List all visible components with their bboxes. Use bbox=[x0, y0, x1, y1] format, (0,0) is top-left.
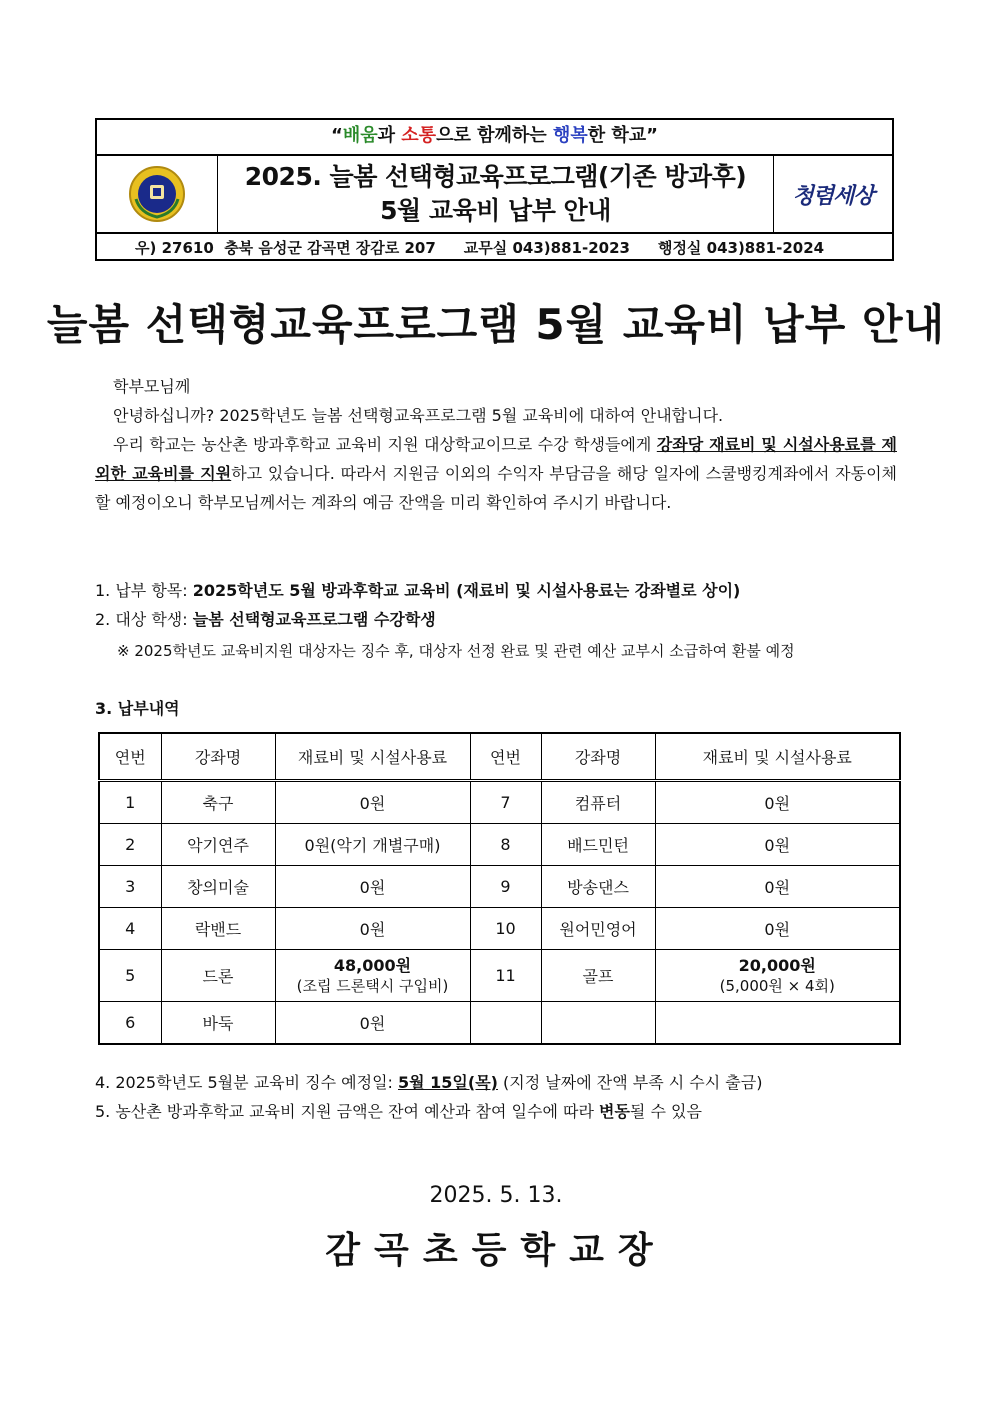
cell-course: 컴퓨터 bbox=[541, 781, 655, 824]
office-phone-academic: 교무실 043)881-2023 bbox=[463, 239, 630, 257]
col-header-fee: 재료비 및 시설사용료 bbox=[275, 733, 470, 781]
item-target-students: 2. 대상 학생: 늘봄 선택형교육프로그램 수강학생 bbox=[95, 610, 436, 629]
letter-body bbox=[95, 372, 897, 517]
school-emblem-icon bbox=[128, 165, 186, 223]
cell-fee: 0원 bbox=[275, 1002, 470, 1045]
cell-no: 8 bbox=[470, 824, 541, 866]
cell-fee: 0원 bbox=[275, 866, 470, 908]
fee-detail: (5,000원 × 4회) bbox=[719, 976, 835, 995]
letterhead-title-line2: 5월 교육비 납부 안내 bbox=[380, 196, 611, 225]
cell-course: 방송댄스 bbox=[541, 866, 655, 908]
col-header-course: 강좌명 bbox=[161, 733, 275, 781]
letterhead-title-line1: 2025. 늘봄 선택형교육프로그램(기존 방과후) bbox=[244, 162, 747, 191]
cell-course: 드론 bbox=[161, 950, 275, 1002]
fee-table bbox=[98, 732, 901, 1045]
item-collection-date: 4. 2025학년도 5월분 교육비 징수 예정일: 5월 15일(목) (지정 날짜에 잔액 부족 시 수시 출금) bbox=[95, 1073, 763, 1092]
item-support-variation: 5. 농산촌 방과후학교 교육비 지원 금액은 잔여 예산과 참여 일수에 따라 변동될 수 있음 bbox=[95, 1102, 702, 1121]
cell-fee bbox=[655, 1002, 900, 1045]
issue-date: 2025. 5. 13. bbox=[429, 1183, 563, 1208]
fee-detail: (조립 드론택시 구입비) bbox=[296, 976, 449, 995]
cell-course: 배드민턴 bbox=[541, 824, 655, 866]
col-header-fee: 재료비 및 시설사용료 bbox=[655, 733, 900, 781]
cell-fee: 0원 bbox=[275, 781, 470, 824]
cell-course bbox=[541, 1002, 655, 1045]
cell-no bbox=[470, 1002, 541, 1045]
cell-fee: 0원 bbox=[655, 908, 900, 950]
cell-course: 창의미술 bbox=[161, 866, 275, 908]
cell-no: 4 bbox=[99, 908, 161, 950]
cell-course: 락밴드 bbox=[161, 908, 275, 950]
cell-no: 6 bbox=[99, 1002, 161, 1045]
support-emphasis: 강좌당 재료비 및 시설사용료를 제외한 교육비를 지원 bbox=[95, 435, 897, 483]
notice-paragraph: 우리 학교는 농산촌 방과후학교 교육비 지원 대상학교이므로 수강 학생들에게 강좌당 재료비 및 시설사용료를 제외한 교육비를 지원하고 있습니다. 따라서 지원금 이외의 수익자 부담금을 해당 일자에 스쿨뱅킹계좌에서 자동이체할 예정이오니 학부모님께서는 계좌의 예금 잔액을 미리 확인하여 주시기 바랍니다. bbox=[95, 435, 897, 512]
school-contact bbox=[97, 234, 892, 263]
refund-note: ※ 2025학년도 교육비지원 대상자는 징수 후, 대상자 선정 완료 및 관련 예산 교부시 소급하여 환불 예정 bbox=[117, 642, 795, 660]
page-title: 늘봄 선택형교육프로그램 5월 교육비 납부 안내 bbox=[46, 300, 946, 349]
cell-no: 2 bbox=[99, 824, 161, 866]
cell-fee: 0원 bbox=[655, 824, 900, 866]
letterhead-title-row bbox=[97, 156, 892, 234]
cell-fee bbox=[275, 950, 470, 1002]
slogan-word-happiness: 행복 bbox=[552, 125, 588, 146]
table-row bbox=[99, 781, 900, 824]
col-header-no: 연번 bbox=[470, 733, 541, 781]
school-emblem bbox=[97, 156, 218, 232]
cell-fee: 0원 bbox=[655, 781, 900, 824]
col-header-no: 연번 bbox=[99, 733, 161, 781]
cell-fee: 0원(악기 개별구매) bbox=[275, 824, 470, 866]
greeting: 안녕하십니까? 2025학년도 늘봄 선택형교육프로그램 5월 교육비에 대하여 안내합니다. bbox=[113, 406, 724, 425]
letterhead bbox=[95, 118, 894, 261]
table-row bbox=[99, 866, 900, 908]
integrity-logo-text: 청렴세상 bbox=[792, 182, 874, 209]
integrity-logo bbox=[773, 156, 892, 232]
cell-course: 악기연주 bbox=[161, 824, 275, 866]
item-payment-details: 3. 납부내역 bbox=[95, 699, 180, 718]
item-payment-type: 1. 납부 항목: 2025학년도 5월 방과후학교 교육비 (재료비 및 시설사용료는 강좌별로 상이) bbox=[95, 581, 741, 600]
office-phone-admin: 행정실 043)881-2024 bbox=[657, 239, 825, 257]
table-row bbox=[99, 824, 900, 866]
table-row bbox=[99, 908, 900, 950]
cell-fee bbox=[655, 950, 900, 1002]
cell-no: 1 bbox=[99, 781, 161, 824]
fee-amount: 20,000원 bbox=[738, 955, 816, 975]
cell-no: 10 bbox=[470, 908, 541, 950]
cell-no: 5 bbox=[99, 950, 161, 1002]
school-principal-signature: 감곡초등학교장 bbox=[325, 1230, 667, 1271]
slogan-word-communication: 소통 bbox=[401, 125, 437, 146]
fee-table-header bbox=[99, 733, 900, 781]
salutation: 학부모님께 bbox=[113, 377, 191, 396]
cell-course: 바둑 bbox=[161, 1002, 275, 1045]
col-header-course: 강좌명 bbox=[541, 733, 655, 781]
cell-no: 11 bbox=[470, 950, 541, 1002]
cell-no: 7 bbox=[470, 781, 541, 824]
slogan-word-learning: 배움 bbox=[342, 125, 378, 146]
fee-amount: 48,000원 bbox=[333, 955, 412, 975]
cell-course: 축구 bbox=[161, 781, 275, 824]
cell-fee: 0원 bbox=[655, 866, 900, 908]
school-slogan: “배움과 소통으로 함께하는 행복한 학교” bbox=[97, 120, 892, 156]
letterhead-title bbox=[218, 156, 773, 232]
cell-fee: 0원 bbox=[275, 908, 470, 950]
school-address: 우) 27610 충북 음성군 감곡면 장감로 207 bbox=[135, 239, 436, 257]
cell-course: 원어민영어 bbox=[541, 908, 655, 950]
collection-date: 5월 15일(목) bbox=[398, 1073, 498, 1092]
table-row bbox=[99, 1002, 900, 1045]
table-row bbox=[99, 950, 900, 1002]
cell-course: 골프 bbox=[541, 950, 655, 1002]
cell-no: 3 bbox=[99, 866, 161, 908]
cell-no: 9 bbox=[470, 866, 541, 908]
